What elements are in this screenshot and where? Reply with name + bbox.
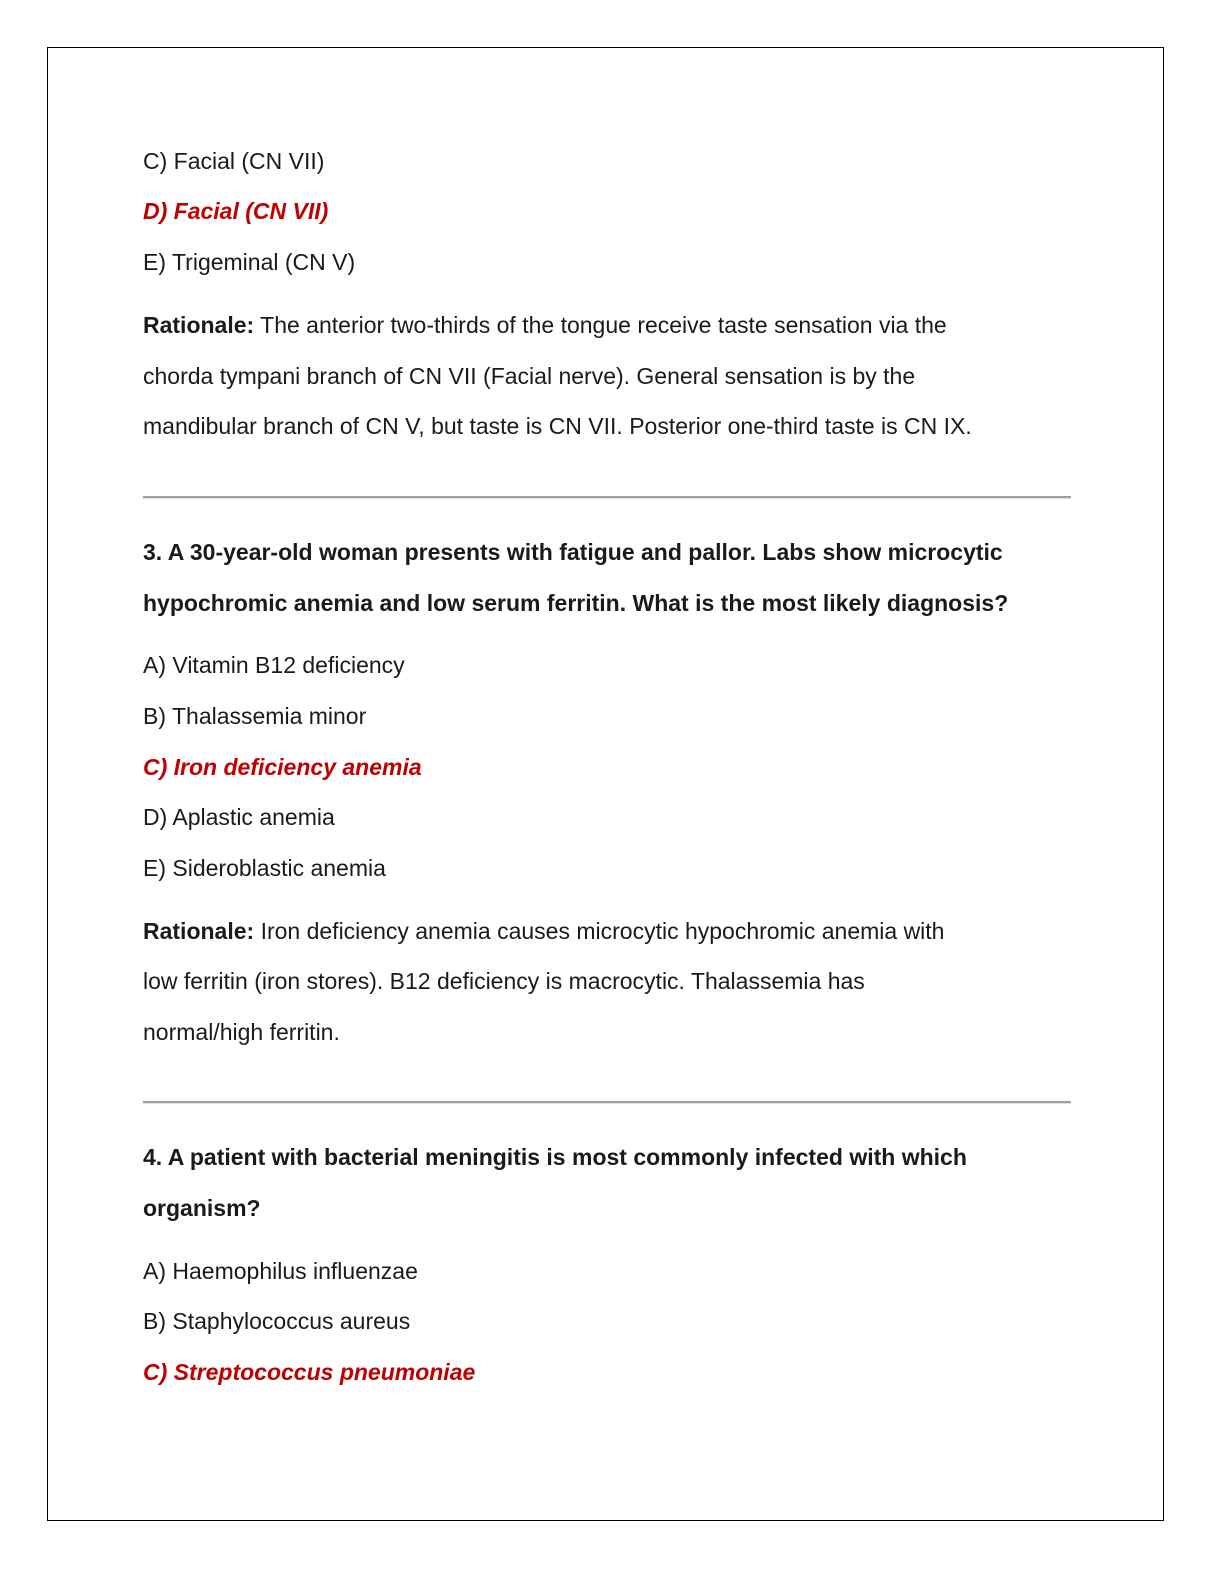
- q3-question-line-2: hypochromic anemia and low serum ferritin. What is the most likely diagnosis?: [143, 590, 1009, 616]
- section-divider: [143, 1101, 1071, 1104]
- q3-option-c-correct: C) Iron deficiency anemia: [143, 754, 422, 780]
- q2-rationale-line-1: [143, 310, 947, 340]
- q4-option-b: B) Staphylococcus aureus: [143, 1308, 411, 1334]
- q2-rationale-text-1: The anterior two-thirds of the tongue receive taste sensation via the: [254, 312, 947, 338]
- q4-option-c-correct: C) Streptococcus pneumoniae: [143, 1359, 476, 1385]
- q4-question-line-1: 4. A patient with bacterial meningitis is most commonly infected with which: [143, 1144, 967, 1170]
- q2-option-d-correct: D) Facial (CN VII): [143, 198, 329, 224]
- q4-question-line-2: organism?: [143, 1195, 261, 1221]
- q4-option-a: A) Haemophilus influenzae: [143, 1258, 418, 1284]
- q3-rationale-line-1: [143, 916, 944, 946]
- q2-rationale-label: Rationale:: [143, 312, 255, 338]
- q3-option-b: B) Thalassemia minor: [143, 703, 367, 729]
- q2-rationale-line-2: chorda tympani branch of CN VII (Facial nerve). General sensation is by the: [143, 363, 916, 389]
- q3-option-a: A) Vitamin B12 deficiency: [143, 652, 405, 678]
- q3-option-e: E) Sideroblastic anemia: [143, 855, 386, 881]
- q2-option-c: C) Facial (CN VII): [143, 148, 325, 174]
- q2-option-e: E) Trigeminal (CN V): [143, 249, 356, 275]
- q3-rationale-line-2: low ferritin (iron stores). B12 deficiency is macrocytic. Thalassemia has: [143, 968, 865, 994]
- q3-option-d: D) Aplastic anemia: [143, 804, 335, 830]
- section-divider: [143, 496, 1071, 499]
- q2-rationale-line-3: mandibular branch of CN V, but taste is CN VII. Posterior one-third taste is CN IX.: [143, 413, 972, 439]
- q3-rationale-label: Rationale:: [143, 918, 255, 944]
- q3-rationale-text-1: Iron deficiency anemia causes microcytic hypochromic anemia with: [254, 918, 945, 944]
- q3-question-line-1: 3. A 30-year-old woman presents with fatigue and pallor. Labs show microcytic: [143, 539, 1003, 565]
- q3-rationale-line-3: normal/high ferritin.: [143, 1019, 340, 1045]
